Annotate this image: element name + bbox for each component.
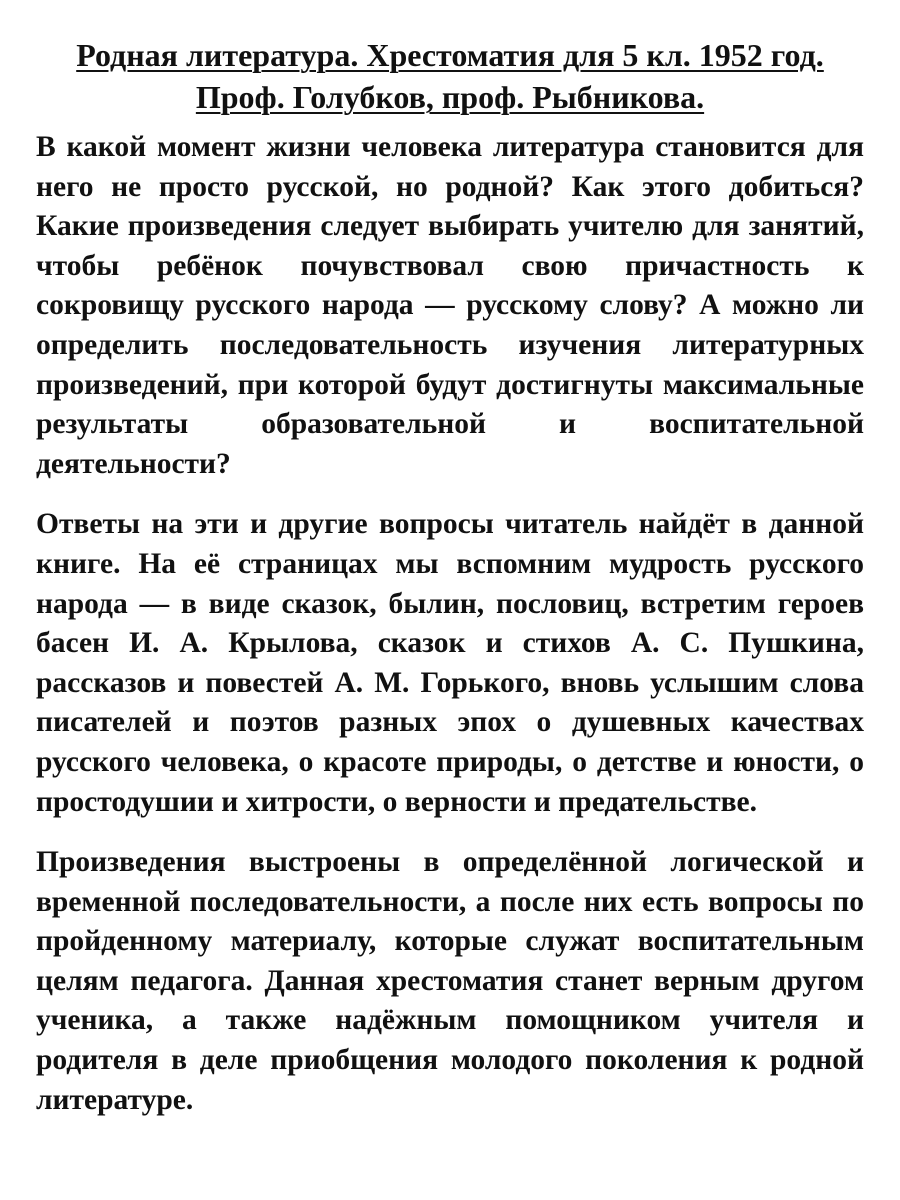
title-line-2: Проф. Голубков, проф. Рыбникова. xyxy=(195,79,705,115)
paragraph-3: Произведения выстроены в определённой логической и временной последовательности, а после них есть вопросы по пройденному материалу, которые служат воспитательным целям педагога. Данная хрестоматия станет верным другом ученика, а также надёжным помощником учителя и родителя в деле приобщения молодого поколения к родной литературе. xyxy=(36,846,864,1116)
page-title xyxy=(36,34,864,118)
paragraph-1: В какой момент жизни человека литература становится для него не просто русской, но родной? Как этого добиться? Какие произведения следует выбирать учителю для занятий, чтобы ребёнок почувствовал свою причастность к сокровищу русского народа — русскому слову? А можно ли определить последовательность изучения литературных произведений, при которой будут достигнуты максимальные результаты образовательной и воспитательной деятельности? xyxy=(36,131,864,480)
title-line-1: Родная литература. Хрестоматия для 5 кл. 1952 год. xyxy=(76,37,824,73)
paragraph-2: Ответы на эти и другие вопросы читатель найдёт в данной книге. На её страницах мы вспомним мудрость русского народа — в виде сказок, былин, пословиц, встретим героев басен И. А. Крылова, сказок и стихов А. С. Пушкина, рассказов и повестей А. М. Горького, вновь услышим слова писателей и поэтов разных эпох о душевных качествах русского человека, о красоте природы, о детстве и юности, о простодушии и хитрости, о верности и предательстве. xyxy=(36,508,864,818)
